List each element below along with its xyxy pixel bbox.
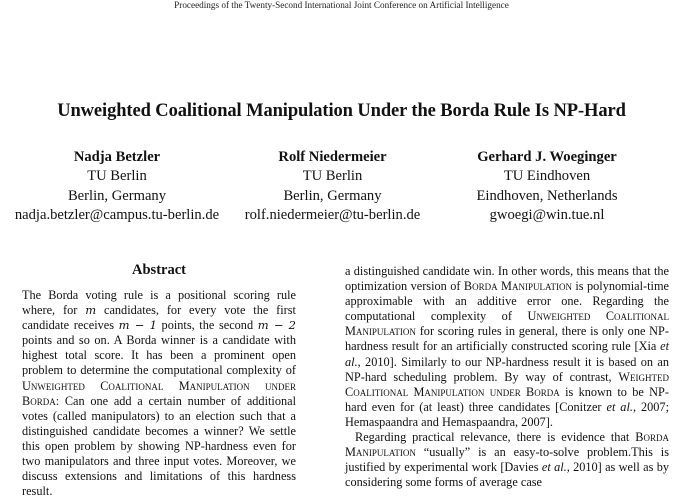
author-location: Berlin, Germany — [283, 187, 382, 204]
author-block — [236, 148, 429, 225]
right-column-body — [345, 264, 669, 490]
author-name: Nadja Betzler — [73, 149, 161, 165]
author-affiliation: TU Berlin — [302, 168, 363, 185]
author-affiliation: TU Eindhoven — [503, 168, 591, 185]
abstract-body: The Borda voting rule is a positional scoring rule where, for m candidates, for every vote the first candidate receives m − 1 points, the second m − 2 points and so on. A Borda winner is a candidate with highest total score. It has been a prominent open problem to determine the computational complexity of Unweighted Coalitional Manipulation under Borda: Can one add a certain number of additional votes (called manipulators) to an election such that a distinguished candidate becomes a winner? We settle this open problem by showing NP-hardness even for two manipulators and three input votes. Moreover, we discuss extensions and limitations of this hardness result. — [22, 288, 297, 499]
proceedings-header: Proceedings of the Twenty-Second International Joint Conference on Artificial Intelligence — [174, 0, 509, 10]
author-location: Berlin, Germany — [67, 187, 167, 204]
abstract-heading: Abstract — [132, 262, 186, 278]
author-affiliation: TU Berlin — [87, 168, 147, 185]
author-location: Eindhoven, Netherlands — [476, 187, 618, 204]
author-email: rolf.niedermeier@tu-berlin.de — [244, 206, 421, 223]
paper-title: Unweighted Coalitional Manipulation Under the Borda Rule Is NP-Hard — [57, 101, 626, 121]
author-email: nadja.betzler@campus.tu-berlin.de — [14, 206, 220, 223]
author-name: Gerhard J. Woeginger — [477, 149, 617, 165]
author-block — [5, 148, 229, 225]
author-email: gwoegi@win.tue.nl — [489, 206, 605, 223]
paragraph: a distinguished candidate win. In other words, this means that the optimization version of Borda Manipulation is polynomial-time approximable with an additive error one. Regarding the computational complexity of Unweighted Coalitional Manipulation for scoring rules in general, there is only one NP-hardness result for an artificially constructed scoring rule [Xia et al., 2010]. Similarly to our NP-hardness result it is based on an NP-hard scheduling problem. By way of contrast, Weighted Coalitional Manipulation under Borda is known to be NP-hard even for (at least) three candidates [Conitzer et al., 2007; Hemaspaandra and Hemaspaandra, 2007]. — [345, 264, 670, 429]
author-name: Rolf Niedermeier — [278, 149, 387, 165]
author-block — [452, 148, 642, 225]
paragraph: Regarding practical relevance, there is evidence that Borda Manipulation “usually” is an easy-to-solve problem.This is justified by experimental work [Davies et al., 2010] as well as by considering some forms of average case — [345, 430, 669, 490]
